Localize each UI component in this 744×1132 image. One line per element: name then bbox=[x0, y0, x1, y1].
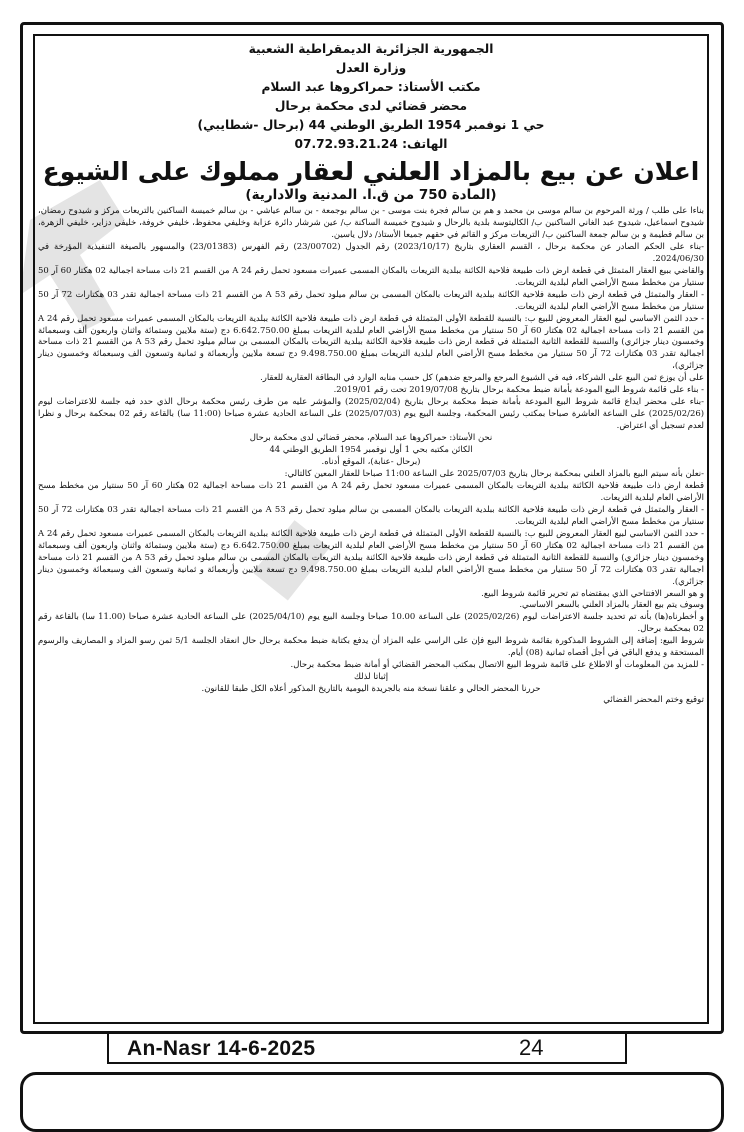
notice-content bbox=[38, 40, 704, 707]
closing-line: حررنا المحضر الحالي و علقنا نسخة منه بالجريدة اليومية بالتاريخ المذكور أعلاه الكل طبقا للقانون. bbox=[201, 683, 541, 694]
paragraph: - العقار والمتمثل في قطعة ارض ذات طبيعة فلاحية الكائنة ببلدية التريعات بالمكان المسمى بن سالم ميلود تحمل رقم A 53 من القسم 21 ذات مساحة اجمالية تقدر 03 هكتارات 72 آر 50 سنتيار من مخطط مسح الأراضي العام لبلدية التريعات. bbox=[38, 288, 704, 311]
paragraph: -نعلن بأنه سيتم البيع بالمزاد العلني بمحكمة برحال بتاريخ 2025/07/03 على الساعة 11:00 صباحا للعقار المعين كالتالي: bbox=[284, 467, 704, 478]
paragraph: - حدد الثمن الاساسي لبيع العقار المعروض للبيع ب: بالنسبة للقطعة الأولى المتمثلة في قطعة ارض ذات طبيعة فلاحية الكائنة ببلدية التريعات بالمكان المسمى عميرات مسعود تحمل رقم A 24 من القسم 21 ذات مساحة اجمالية 02 هكتار 60 آر 50 سنتيار من مخطط مسح الأراضي العام لبلدية التريعات بمبلغ 6.642.750.00 دج (ستة ملايين وستمائة واثنان واربعون ألف وسبعمائة وخمسون دينار جزائري) والنسبة للقطعة الثانية المتمثلة في قطعة ارض ذات طبيعة فلاحية الكائنة ببلدية التريعات بالمكان المسمى بن سالم ميلود تحمل رقم A 53 من القسم 21 ذات مساحة اجمالية تقدر 03 هكتارات 72 آر 50 سنتيار من مخطط مسح الأراضي العام لبلدية التريعات بمبلغ 9.498.750.00 دج تسعة ملايين وأربعمائة و ثمانية وتسعون الف وسبعمائة وخمسون دينار جزائري)، bbox=[38, 312, 705, 371]
notice-subtitle: (المادة 750 من ق.ا. المدنية والادارية) bbox=[245, 187, 497, 203]
paragraph: - بناء على قائمة شروط البيع المودعة بأمانة ضبط محكمة برحال بتاريخ 2019/07/08 تحت رقم 2019/01. bbox=[333, 384, 704, 395]
header-phone bbox=[38, 135, 704, 154]
phone-number: 07.72.93.21.24 bbox=[294, 137, 398, 151]
header-bailiff: محضر قضائي لدى محكمة برحال bbox=[274, 99, 468, 113]
paragraph: -بناء على الحكم الصادر عن محكمة برحال ، القسم العقاري بتاريخ (2023/10/17) رقم الجدول (23/00702) رقم الفهرس (23/01383) والمسهور بالصيغة التنفيذية المؤرخة في 2024/06/30. bbox=[38, 240, 704, 263]
paragraph: بناءا على طلب / ورثة المرحوم بن سالم موسى بن محمد و هم بن سالم فجرة بنت موسى - بن سالم بوجمعة - بن سالم عياشي - بن سالم خميسة الساكنين بالتريعات مركز و شيدوح رمضان، شيدوح اسماعيل، شيدوح عبد الغاني الساكنين ب/ الكاليتوسة بلدية بالرحال و شيدوح خميسة الساكنة ب/ عين شرشار دائرة عزابة وخليفي محفوظ، خليفي خروفة، خليفي دزاير، خليفي الزهرة، بن سالم فطيمة و بن سالم جمعة الساكنين ب/ التريعات مركز و القائم في حقهم جميعا الأستاذ/ دلال ياسين. bbox=[38, 205, 704, 239]
paragraph: - العقار والمتمثل في قطعة ارض ذات طبيعة فلاحية الكائنة ببلدية التريعات بالمكان المسمى بن سالم ميلود تحمل رقم A 53 من القسم 21 ذات مساحة اجمالية تقدر 03 هكتارات 72 آر 50 سنتيار من مخطط مسح الأراضي العام لبلدية التريعات. bbox=[38, 503, 704, 526]
paragraph: وسوف يتم بيع العقار بالمزاد العلني بالسعر الاساسي. bbox=[519, 599, 704, 610]
paragraph: على أن يوزع ثمن البيع على الشركاء، فيه في الشيوع المرجع والمرجع ضدهم) كل حسب منابه الوارد في البطاقة العقارية للعقار. bbox=[260, 372, 704, 383]
paragraph: و هو السعر الافتتاحي الذي بمقتضاه تم تحرير قائمة شروط البيع. bbox=[481, 587, 704, 598]
page-number: 24 bbox=[519, 1035, 544, 1060]
bailiff-identification: نحن الأستاذ: حمراكروها عبد السلام، محضر قضائي لدى محكمة برحال bbox=[249, 432, 493, 443]
paragraph: شروط البيع: إضافة إلى الشروط المذكورة بقائمة شروط البيع فإن على الراسي عليه المزاد أن يدفع بكتابة ضبط محكمة برحال حال انعقاد الجلسة 5/1 ثمن رسو المزاد و المصاريف والرسوم المستحقة و يدفع الباقي في أجل أقصاه ثمانية (08) أيام. bbox=[38, 635, 704, 658]
proof-line: إثباتا لذلك bbox=[353, 671, 389, 682]
paragraph: قطعة ارض ذات طبيعة فلاحية الكائنة ببلدية التريعات بالمكان المسمى عميرات مسعود تحمل رقم A 24 من القسم 21 ذات مساحة اجمالية 02 هكتار 60 آر 50 سنتيار من مخطط مسح الأراضي العام لبلدية التريعات. bbox=[38, 479, 704, 502]
phone-label: الهاتف: bbox=[402, 137, 448, 151]
paragraph: -بناء على محضر ايداع قائمة شروط البيع المودعة بأمانة ضبط محكمة برحال بتاريخ (2025/02/04) والمؤشر عليه من طرف رئيس محكمة برحال الذي حدد فيه جلسة للاعتراضات ليوم (2025/02/26) على الساعة العاشرة صباحا بمكتب رئيس المحكمة، وجلسة البيع يوم (2025/07/03) على الساعة الحادية عشرة صباحا (11:00 سا) بالقاعة رقم 02 بمحكمة برحال و نظرا لعدم تسجيل أي اعتراض. bbox=[38, 396, 705, 431]
paragraph: - للمزيد من المعلومات أو الاطلاع على قائمة شروط البيع الاتصال بمكتب المحضر القضائي أو أمانة ضبط محكمة برحال. bbox=[290, 659, 704, 670]
paragraph: - حدد الثمن الاساسي لبيع العقار المعروض للبيع ب: بالنسبة للقطعة الأولى المتمثلة في قطعة ارض ذات طبيعة فلاحية الكائنة ببلدية التريعات بالمكان المسمى عميرات مسعود تحمل رقم A 24 من القسم 21 ذات مساحة اجمالية 02 هكتار 60 آر 50 سنتيار من مخطط مسح الأراضي العام لبلدية التريعات بمبلغ 6.642.750.00 دج (ستة ملايين وستمائة واثنان واربعون ألف وسبعمائة وخمسون دينار جزائري) والنسبة للقطعة الثانية المتمثلة في قطعة ارض ذات طبيعة فلاحية الكائنة ببلدية التريعات بالمكان المسمى بن سالم ميلود تحمل رقم A 53 من القسم 21 ذات مساحة اجمالية تقدر 03 هكتارات 72 آر 50 سنتيار من مخطط مسح الأراضي العام لبلدية التريعات بمبلغ 9.498.750.00 دج تسعة ملايين وأربعمائة و ثمانية وتسعون الف وسبعمائة وخمسون دينار جزائري). bbox=[38, 527, 705, 586]
paragraph: والقاضي ببيع العقار المتمثل في قطعة ارض ذات طبيعة فلاحية الكائنة ببلدية التريعات بالمكان المسمى عميرات مسعود تحمل رقم A 24 من القسم 21 ذات مساحة اجمالية 02 هكتار 60 آر 50 سنتيار من مخطط مسح الأراضي العام لبلدية التريعات. bbox=[38, 264, 704, 287]
signature-line: توقيع وختم المحضر القضائي bbox=[603, 695, 704, 706]
header-ministry: وزارة العدل bbox=[335, 61, 407, 75]
paragraph: و أخطرناه(ها) بأنه تم تحديد جلسة الاعتراضات ليوم (2025/02/26) على الساعة 10.00 صباحا وجلسة البيع يوم (2025/04/10) على الساعة الحادية عشرة صباحا (11.00 سا) بالقاعة رقم 02 بمحكمة برحال. bbox=[38, 611, 704, 634]
notice-header bbox=[38, 40, 704, 154]
bailiff-address: الكائن مكتبه بحي 1 أول نوفمبر 1954 الطريق الوطني 44 bbox=[269, 444, 473, 455]
newspaper-issue: An-Nasr 14-6-2025 bbox=[127, 1037, 316, 1060]
bailiff-city: (برحال -عنابة)، الموقع أدناه. bbox=[321, 456, 421, 467]
page-footer bbox=[107, 1034, 627, 1064]
notice-body bbox=[38, 205, 704, 707]
notice-title: اعلان عن بيع بالمزاد العلني لعقار مملوك على الشيوع bbox=[42, 157, 700, 186]
next-notice-frame bbox=[20, 1072, 724, 1132]
header-republic: الجمهورية الجزائرية الديمقراطية الشعبية bbox=[248, 42, 494, 56]
header-office: مكتب الأستاذ: حمراكروها عبد السلام bbox=[261, 80, 481, 94]
header-address: حي 1 نوفمبر 1954 الطريق الوطني 44 (برحال -شطايبي) bbox=[197, 118, 545, 132]
